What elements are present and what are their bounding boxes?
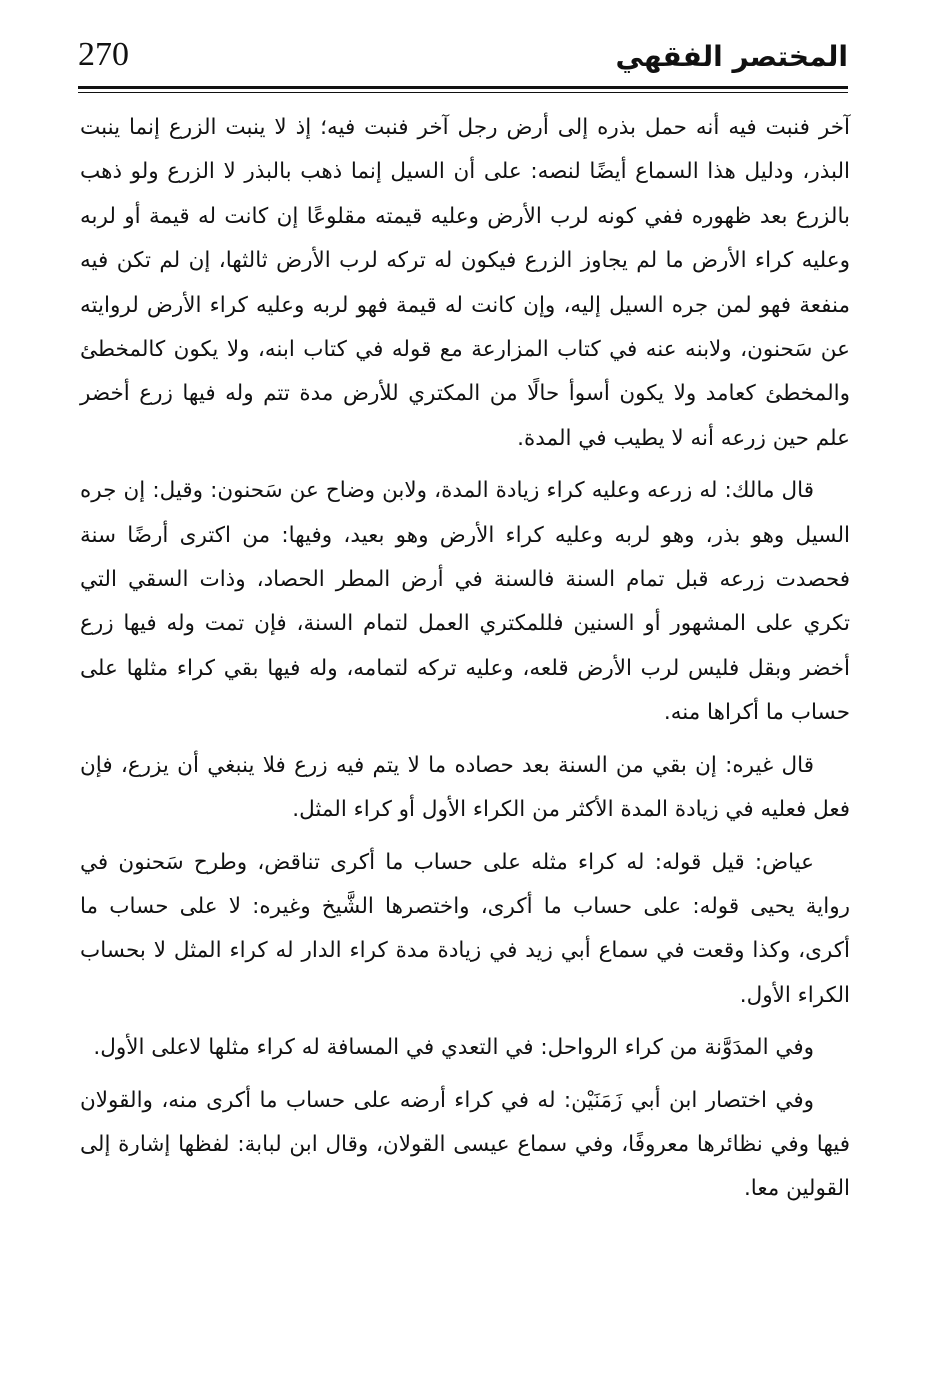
paragraph: وفي اختصار ابن أبي زَمَنَيْن: له في كراء أرضه على حساب ما أكرى منه، والقولان فيها وفي نظائرها معروفًا، وفي سماع عيسى القولان، وقال ابن لبابة: لفظها إشارة إلى القولين معا. [80,1087,850,1202]
body-text [80,106,850,1220]
running-title: المختصر الفقهي [615,40,848,73]
paragraph: قال غيره: إن بقي من السنة بعد حصاده ما لا يتم فيه زرع فلا ينبغي أن يزرع، فإن فعل فعليه في زيادة المدة الأكثر من الكراء الأول أو كراء المثل. [80,752,850,823]
page-number: 270 [78,36,129,73]
paragraph: آخر فنبت فيه أنه حمل بذره إلى أرض رجل آخر فنبت فيه؛ إذ لا ينبت الزرع إنما ينبت البذر، ودليل هذا السماع أيضًا لنصه: على أن السيل إنما ذهب بالبذر لا الزرع ولو ذهب بالزرع بعد ظهوره ففي كونه لرب الأرض وعليه قيمته مقلوعًا إن كانت له قيمة أو لربه وعليه كراء الأرض ما لم يجاوز الزرع فيكون له تركه لرب الأرض ثالثها، إن لم تكن فيه منفعة فهو لمن جره السيل إليه، وإن كانت له قيمة فهو لربه وعليه كراء الأرض لروايته عن سَحنون، ولابنه عنه في كتاب المزارعة مع قوله في كتاب ابنه، ولا يكون كالمخطئ والمخطئ كعامد ولا يكون أسوأ حالًا من المكتري للأرض مدة تتم وله فيها زرع أخضر علم حين زرعه أنه لا يطيب في المدة. [80,115,850,451]
header-rule-thick [78,86,848,89]
paragraph: وفي المدَوَّنة من كراء الرواحل: في التعدي في المسافة له كراء مثلها لاعلى الأول. [93,1035,814,1061]
page-header [78,34,848,84]
paragraph: عياض: قيل قوله: له كراء مثله على حساب ما أكرى تناقض، وطرح سَحنون في رواية يحيى قوله: على حساب ما أكرى، واختصرها الشَّيخ وغيره: لا على حساب ما أكرى، وكذا وقعت في سماع أبي زيد في زيادة مدة كراء الدار له كراء المثل لا بحساب الكراء الأول. [80,849,850,1008]
paragraph: قال مالك: له زرعه وعليه كراء زيادة المدة، ولابن وضاح عن سَحنون: وقيل: إن جره السيل وهو بذر، وهو لربه وعليه كراء الأرض وهو بعيد، وفيها: من اكترى أرضًا سنة فحصدت زرعه قبل تمام السنة فالسنة في أرض المطر الحصاد، وذات السقي التي تكري على المشهور أو السنين فللمكتري العمل لتمام السنة، فإن تمت وله فيها زرع أخضر وبقل فليس لرب الأرض قلعه، وعليه تركه لتمامه، وله فيها بقي كراء مثلها على حساب ما أكراها منه. [80,478,850,726]
header-rule-thin [78,92,848,93]
